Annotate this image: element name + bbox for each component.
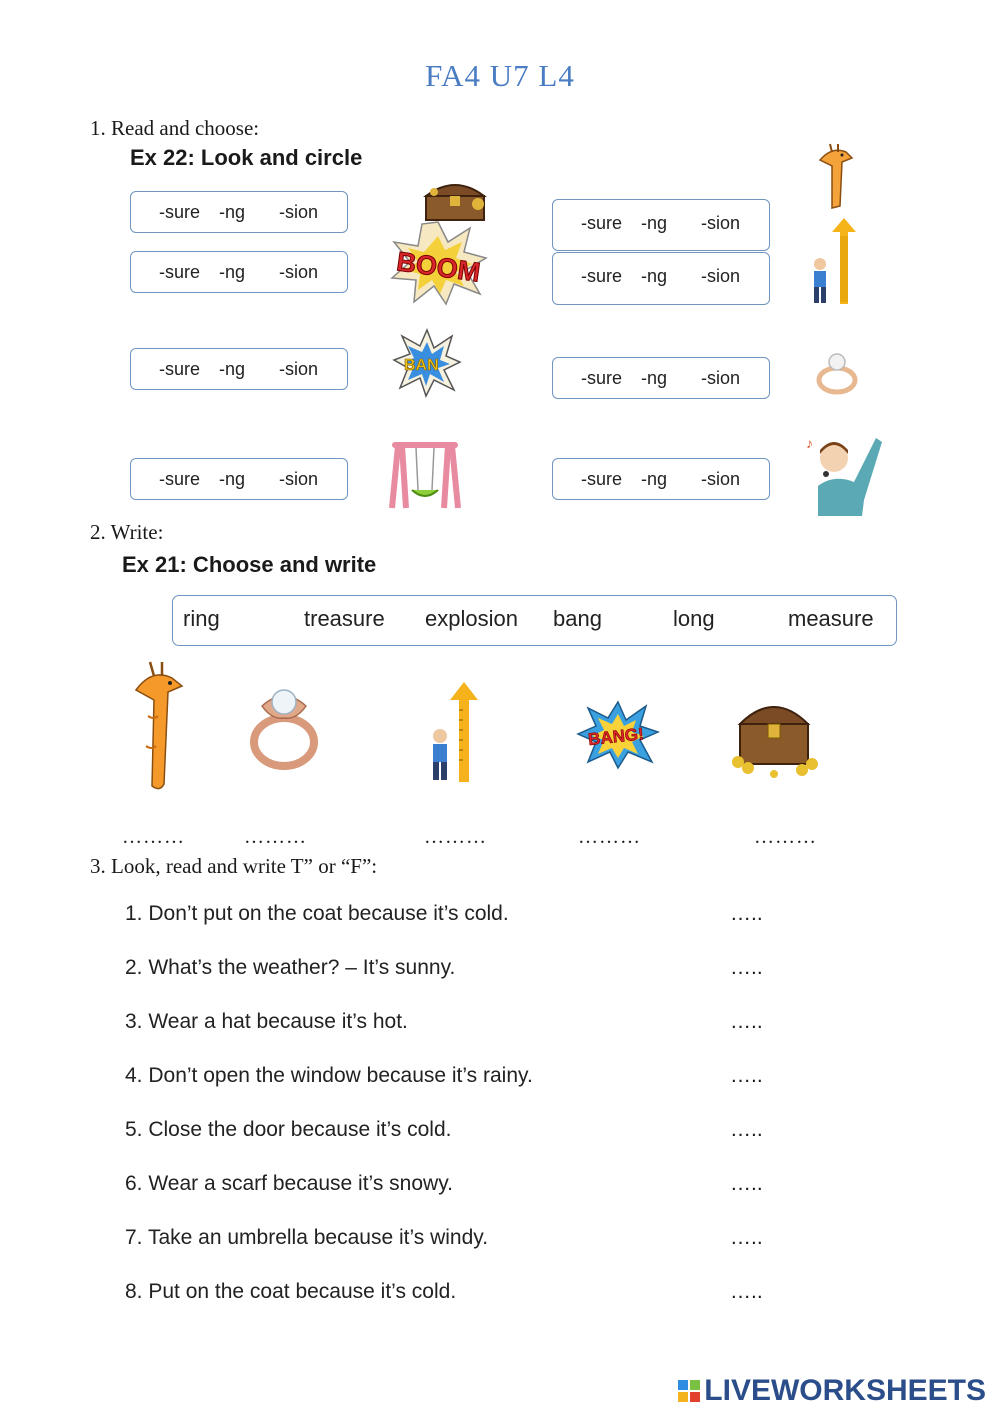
option-sion[interactable]: -sion — [701, 266, 741, 286]
option-sion[interactable]: -sion — [701, 213, 741, 233]
option-sure[interactable]: -sure — [581, 213, 623, 233]
boom-explosion-icon — [388, 220, 488, 306]
option-sion[interactable]: -sion — [279, 262, 319, 282]
bang-burst-icon — [392, 328, 462, 398]
statement-5: 5. Close the door because it’s cold. — [125, 1118, 452, 1141]
option-sion[interactable]: -sion — [279, 469, 319, 489]
singing-boy-icon — [806, 430, 882, 516]
option-ng[interactable]: -ng — [641, 266, 668, 286]
option-ng[interactable]: -ng — [641, 368, 668, 388]
word-explosion: explosion — [425, 606, 518, 631]
long-giraffe-icon — [130, 656, 190, 794]
tf-answer-1[interactable]: ….. — [730, 902, 763, 925]
option-box-6[interactable] — [552, 252, 770, 305]
answer-blank-4[interactable]: ……… — [578, 826, 641, 848]
statement-2: 2. What’s the weather? – It’s sunny. — [125, 956, 456, 979]
tf-answer-5[interactable]: ….. — [730, 1118, 763, 1141]
svg-text:BAN: BAN — [404, 357, 439, 374]
svg-text:BANG!: BANG! — [587, 724, 645, 750]
word-treasure: treasure — [304, 606, 385, 631]
tf-answer-8[interactable]: ….. — [730, 1280, 763, 1303]
statement-4: 4. Don’t open the window because it’s rainy. — [125, 1064, 533, 1087]
tf-answer-2[interactable]: ….. — [730, 956, 763, 979]
word-ring: ring — [183, 606, 220, 631]
statement-3: 3. Wear a hat because it’s hot. — [125, 1010, 408, 1033]
tf-answer-6[interactable]: ….. — [730, 1172, 763, 1195]
long-giraffe-icon — [812, 140, 860, 212]
option-sure[interactable]: -sure — [159, 469, 201, 489]
treasure-chest-icon — [420, 176, 490, 222]
svg-text:BOOM: BOOM — [394, 246, 483, 288]
option-box-8[interactable] — [552, 458, 770, 500]
statement-1: 1. Don’t put on the coat because it’s cold. — [125, 902, 509, 925]
option-sure[interactable]: -sure — [581, 368, 623, 388]
section3-heading: 3. Look, read and write T” or “F”: — [90, 854, 378, 878]
tf-answer-3[interactable]: ….. — [730, 1010, 763, 1033]
option-box-1[interactable] — [130, 191, 348, 233]
option-box-4[interactable] — [130, 458, 348, 500]
option-ng[interactable]: -ng — [219, 202, 246, 222]
option-ng[interactable]: -ng — [219, 469, 246, 489]
ring-icon — [246, 676, 322, 772]
option-sure[interactable]: -sure — [159, 262, 201, 282]
section1-subheading: Ex 22: Look and circle — [130, 145, 363, 170]
option-box-3[interactable] — [130, 348, 348, 390]
option-ng[interactable]: -ng — [219, 359, 246, 379]
liveworksheets-brand: LIVEWORKSHEETS — [704, 1374, 986, 1407]
swing-icon — [388, 438, 462, 510]
option-box-7[interactable] — [552, 357, 770, 399]
section2-subheading: Ex 21: Choose and write — [122, 552, 377, 577]
liveworksheets-grid-icon — [678, 1380, 700, 1402]
option-sion[interactable]: -sion — [701, 368, 741, 388]
svg-text:♪: ♪ — [806, 437, 813, 452]
section2-heading: 2. Write: — [90, 520, 164, 544]
option-sure[interactable]: -sure — [581, 266, 623, 286]
option-box-2[interactable] — [130, 251, 348, 293]
answer-blank-5[interactable]: ……… — [754, 826, 817, 848]
measure-height-icon — [426, 680, 482, 784]
statement-7: 7. Take an umbrella because it’s windy. — [125, 1226, 489, 1249]
treasure-chest-icon — [730, 690, 818, 778]
answer-blank-3[interactable]: ……… — [424, 826, 487, 848]
option-sure[interactable]: -sure — [159, 359, 201, 379]
option-box-5[interactable] — [552, 199, 770, 251]
option-sion[interactable]: -sion — [279, 359, 319, 379]
option-sion[interactable]: -sion — [701, 469, 741, 489]
liveworksheets-logo — [678, 1374, 986, 1408]
option-ng[interactable]: -ng — [219, 262, 246, 282]
answer-blank-1[interactable]: ……… — [122, 826, 185, 848]
option-ng[interactable]: -ng — [641, 213, 668, 233]
option-ng[interactable]: -ng — [641, 469, 668, 489]
bang-burst-icon — [576, 700, 660, 770]
page-title: FA4 U7 L4 — [425, 58, 575, 93]
measure-height-icon — [806, 216, 864, 308]
word-bang: bang — [553, 606, 602, 631]
tf-answer-4[interactable]: ….. — [730, 1064, 763, 1087]
option-sure[interactable]: -sure — [159, 202, 201, 222]
option-sion[interactable]: -sion — [279, 202, 319, 222]
word-measure: measure — [788, 606, 874, 631]
word-bank — [172, 595, 897, 646]
statement-6: 6. Wear a scarf because it’s snowy. — [125, 1172, 453, 1195]
section1-heading: 1. Read and choose: — [90, 116, 260, 140]
option-sure[interactable]: -sure — [581, 469, 623, 489]
word-long: long — [673, 606, 715, 631]
tf-answer-7[interactable]: ….. — [730, 1226, 763, 1249]
answer-blank-2[interactable]: ……… — [244, 826, 307, 848]
ring-icon — [812, 348, 862, 400]
statement-8: 8. Put on the coat because it’s cold. — [125, 1280, 457, 1303]
